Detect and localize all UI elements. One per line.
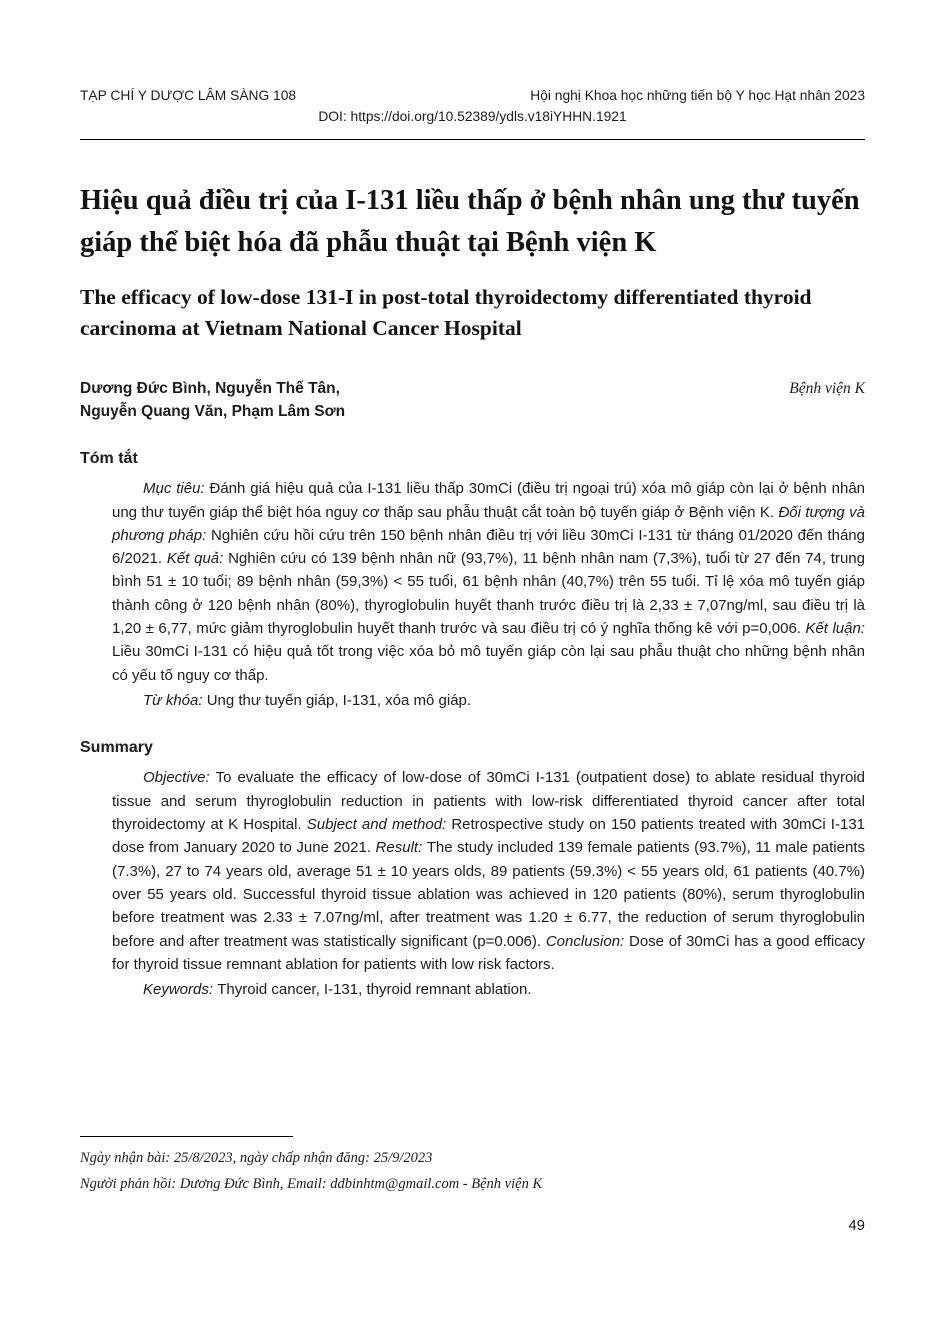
- subject-method-label: Subject and method:: [306, 815, 452, 833]
- header-divider: [80, 139, 865, 140]
- keywords-label: Keywords:: [143, 981, 218, 999]
- summary-block: [80, 766, 865, 1001]
- conference-name: Hội nghị Khoa học những tiến bộ Y học Hạt nhân 2023: [530, 88, 865, 103]
- result-text: The study included 139 female patients (93.7%), 11 male patients (7.3%), 27 to 74 years old, average 51 ± 10 years olds, 89 patients (59.3%) < 55 years old, 61 patients (40.7%) over 55 years old. Successful thyroid tissue ablation was achieved in 120 patients (80%), serum thyroglobulin before treatment was 2.33 ± 7.07ng/ml, after treatment was 1.20 ± 6.77, the reduction of serum thyroglobulin before and after treatment was statistically significant (p=0.006).: [112, 839, 865, 950]
- summary-section: [80, 739, 865, 1001]
- journal-name: TẠP CHÍ Y DƯỢC LÂM SÀNG 108: [80, 88, 297, 103]
- authors-row: [80, 378, 865, 423]
- conclusion-text: Dose of 30mCi has a good efficacy for thyroid tissue remnant ablation for patients with low risk factors.: [112, 932, 866, 973]
- keywords-text: Thyroid cancer, I-131, thyroid remnant ablation.: [217, 981, 532, 999]
- ket-luan-text: Liều 30mCi I-131 có hiệu quả tốt trong việc xóa bỏ mô tuyến giáp còn lại sau phẫu thuật cho những bệnh nhân có yếu tố nguy cơ thấp.: [112, 643, 865, 684]
- abstract-vi-keywords: [112, 689, 865, 712]
- doi-line: DOI: https://doi.org/10.52389/ydls.v18iYHHN.1921: [318, 109, 627, 124]
- ket-luan-label: Kết luận:: [805, 620, 865, 638]
- summary-keywords: [112, 978, 865, 1001]
- muc-tieu-text: Đánh giá hiệu quả của I-131 liều thấp 30mCi (điều trị ngoại trú) xóa mô giáp còn lại ở bệnh nhân ung thư tuyến giáp thể biệt hóa nguy cơ thấp sau phẫu thuật cắt toàn bộ tuyến giáp ở Bệnh viện K.: [112, 480, 866, 521]
- header-row: [80, 88, 865, 103]
- authors-block: [80, 378, 345, 423]
- conclusion-label: Conclusion:: [545, 932, 629, 950]
- objective-text: To evaluate the efficacy of low-dose of 30mCi I-131 (outpatient dose) to ablate residual thyroid tissue and serum thyroglobulin reduction in patients with low-risk differentiated thyroid cancer after total thyroidectomy at K Hospital.: [112, 769, 865, 833]
- doi-tuong-text: Nghiên cứu hồi cứu trên 150 bệnh nhân điều trị với liều 30mCi I-131 từ tháng 01/2020 đến tháng 6/2021.: [112, 526, 865, 568]
- abstract-vi-paragraph: [112, 477, 865, 687]
- tu-khoa-label: Từ khóa:: [143, 692, 207, 709]
- summary-paragraph: [112, 766, 865, 976]
- paper-footer: [80, 1136, 865, 1239]
- ket-qua-label: Kết quả:: [166, 550, 229, 568]
- ket-qua-text: Nghiên cứu có 139 bệnh nhân nữ (93,7%), 11 bệnh nhân nam (7,3%), tuổi từ 27 đến 74, trung bình 51 ± 10 tuổi; 89 bệnh nhân (59,3%) < 55 tuổi, 61 bệnh nhân (40,7%) trên 55 tuổi. Tỉ lệ xóa mô tuyến giáp thành công ở 120 bệnh nhân (80%), thyroglobulin huyết thanh trước điều trị là 2,33 ± 7,07ng/ml, sau điều trị là 1,20 ± 6,77, mức giảm thyroglobulin huyết thanh trước và sau điều trị có ý nghĩa thống kê với p=0,006.: [112, 550, 865, 638]
- result-label: Result:: [375, 839, 427, 857]
- received-dates-line: Ngày nhận bài: 25/8/2023, ngày chấp nhận đăng: 25/9/2023: [80, 1150, 433, 1166]
- page-number: 49: [848, 1217, 865, 1234]
- footer-divider: [80, 1136, 293, 1137]
- corresponding-author-line: Người phản hồi: Dương Đức Bình, Email: ddbinhtm@gmail.com - Bệnh viện K: [80, 1176, 543, 1192]
- muc-tieu-label: Mục tiêu:: [143, 480, 210, 498]
- doi-tuong-label: Đối tượng và phương pháp:: [112, 503, 865, 544]
- summary-heading: Summary: [80, 739, 153, 757]
- tu-khoa-text: Ung thư tuyến giáp, I-131, xóa mô giáp.: [206, 692, 472, 709]
- author-line-2: Nguyễn Quang Văn, Phạm Lâm Sơn: [80, 402, 346, 420]
- author-line-1: Dương Đức Bình, Nguyễn Thế Tân,: [80, 380, 340, 398]
- abstract-vi-heading: Tóm tắt: [80, 450, 138, 468]
- abstract-vi-block: [80, 477, 865, 712]
- title-vietnamese: Hiệu quả điều trị của I-131 liều thấp ở bệnh nhân ung thư tuyến giáp thể biệt hóa đã phẫu thuật tại Bệnh viện K: [80, 185, 860, 259]
- abstract-vi-section: [80, 450, 865, 712]
- author-affiliation: Bệnh viện K: [789, 380, 865, 398]
- title-english: The efficacy of low-dose 131-I in post-total thyroidectomy differentiated thyroid carcinoma at Vietnam National Cancer Hospital: [80, 285, 812, 341]
- page-header: [80, 88, 865, 140]
- objective-label: Objective:: [143, 769, 216, 787]
- subject-method-text: Retrospective study on 150 patients treated with 30mCi I-131 dose from January 2020 to June 2021.: [112, 815, 865, 857]
